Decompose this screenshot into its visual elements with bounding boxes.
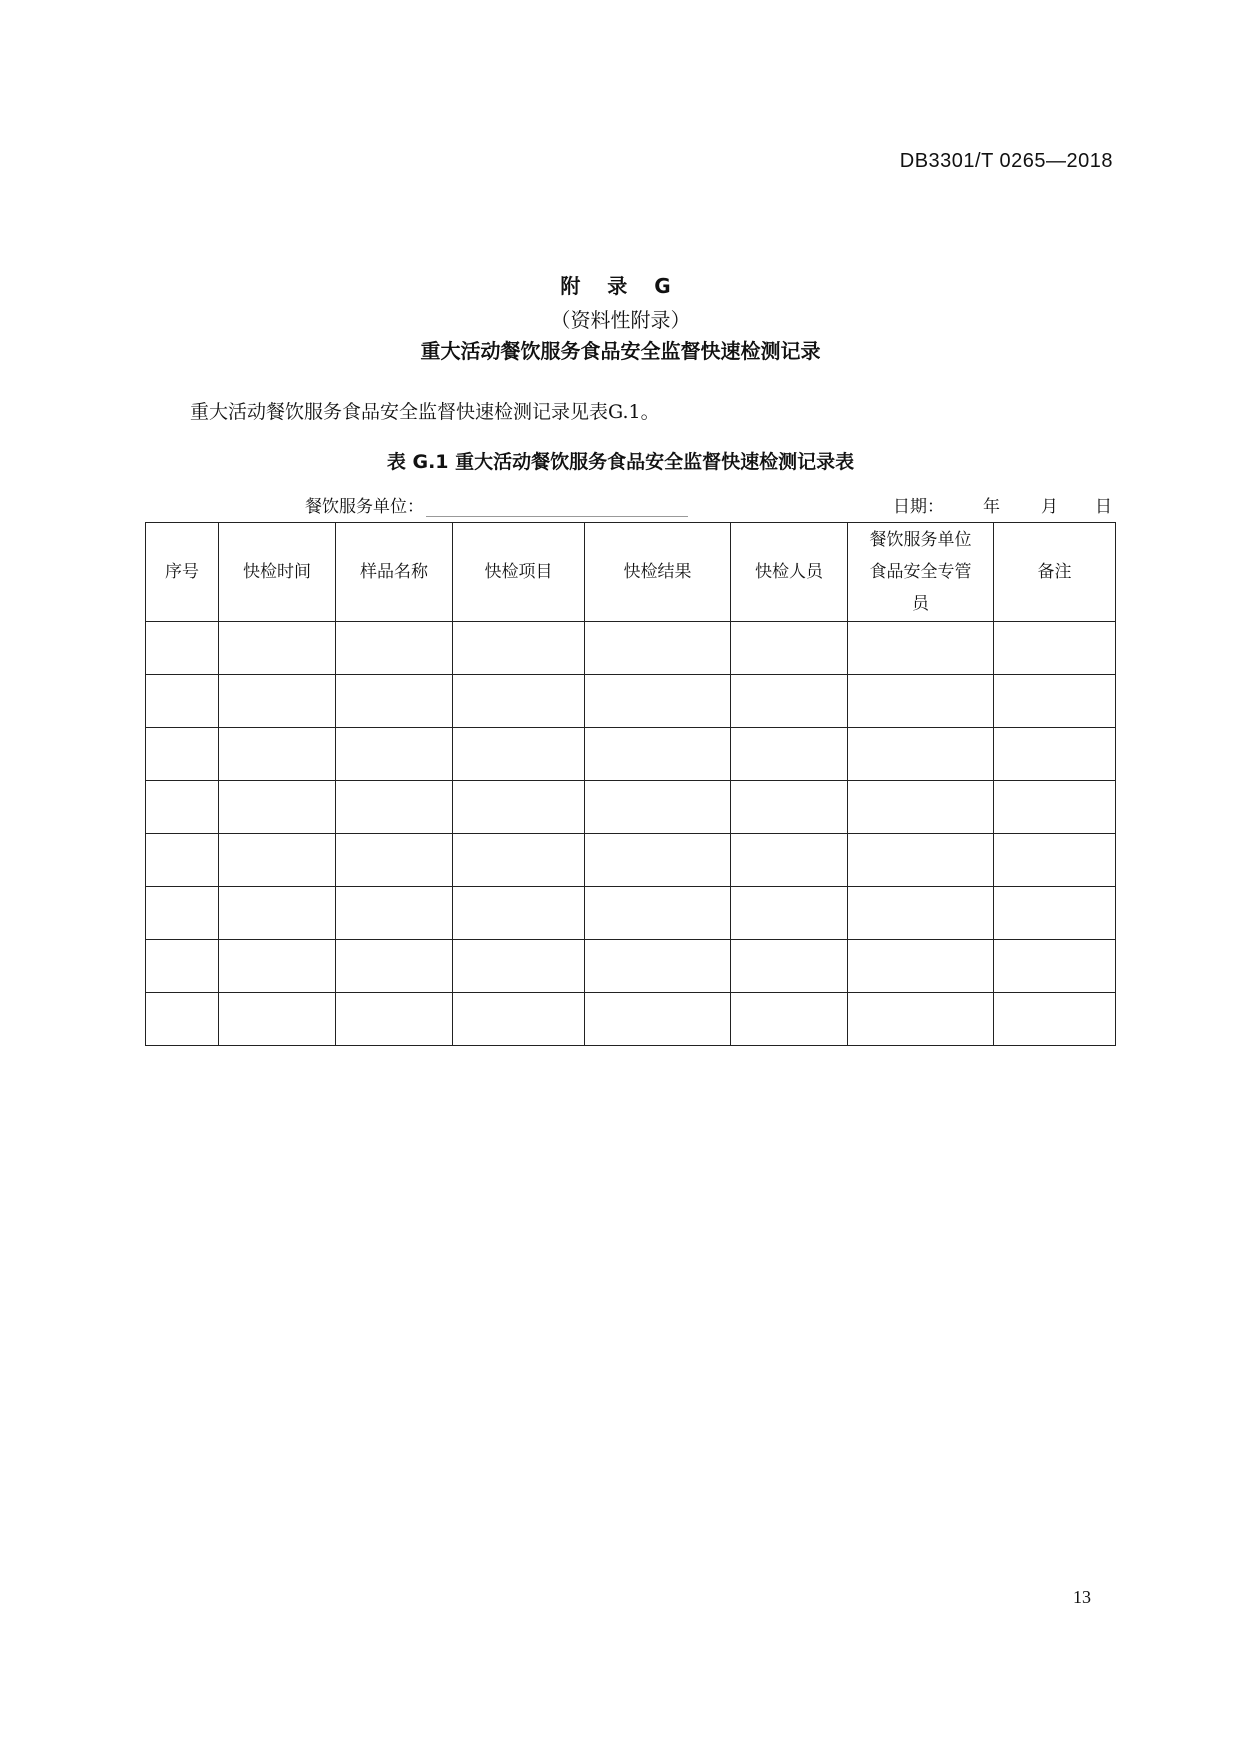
- table-cell: [585, 940, 731, 993]
- header-row: [146, 523, 1116, 622]
- table-cell: [994, 622, 1116, 675]
- table-cell: [146, 675, 219, 728]
- safety-officer-label: 餐饮服务单位食品安全专管员: [869, 530, 972, 614]
- col-header-safety-officer: [848, 523, 994, 622]
- date-label: 日期：: [893, 497, 944, 517]
- appendix-type: （资料性附录）: [550, 308, 691, 332]
- table-cell: [146, 781, 219, 834]
- appendix-title: 重大活动餐饮服务食品安全监督快速检测记录: [420, 339, 821, 363]
- table-cell: [146, 834, 219, 887]
- table-cell: [731, 834, 848, 887]
- col-header-test-result: 快检结果: [585, 523, 731, 622]
- table-cell: [848, 834, 994, 887]
- table-row: [146, 993, 1116, 1046]
- col-header-test-time: 快检时间: [219, 523, 336, 622]
- table-cell: [453, 728, 585, 781]
- table-row: [146, 887, 1116, 940]
- unit-field: [305, 492, 688, 517]
- table-cell: [848, 887, 994, 940]
- table-row: [146, 622, 1116, 675]
- month-label: 月: [1041, 497, 1058, 517]
- table-cell: [994, 675, 1116, 728]
- table-cell: [994, 781, 1116, 834]
- day-label: 日: [1095, 497, 1112, 517]
- table-cell: [731, 675, 848, 728]
- table-cell: [994, 940, 1116, 993]
- table-cell: [731, 622, 848, 675]
- table-row: [146, 728, 1116, 781]
- table-cell: [994, 887, 1116, 940]
- col-header-test-item: 快检项目: [453, 523, 585, 622]
- table-cell: [336, 834, 453, 887]
- table-cell: [994, 728, 1116, 781]
- record-table: [145, 522, 1116, 1046]
- table-cell: [731, 993, 848, 1046]
- table-cell: [146, 887, 219, 940]
- table-cell: [848, 728, 994, 781]
- table-cell: [731, 728, 848, 781]
- table-cell: [453, 675, 585, 728]
- table-cell: [336, 728, 453, 781]
- unit-blank: [426, 496, 688, 517]
- table-cell: [219, 834, 336, 887]
- table-cell: [336, 622, 453, 675]
- table-cell: [146, 993, 219, 1046]
- table-cell: [219, 940, 336, 993]
- table-cell: [453, 781, 585, 834]
- table-row: [146, 940, 1116, 993]
- table-cell: [585, 834, 731, 887]
- table-cell: [146, 728, 219, 781]
- table-cell: [453, 622, 585, 675]
- table-cell: [848, 622, 994, 675]
- record-body: [146, 622, 1116, 1046]
- table-cell: [848, 993, 994, 1046]
- table-cell: [336, 675, 453, 728]
- table-cell: [336, 940, 453, 993]
- table-cell: [994, 834, 1116, 887]
- table-cell: [219, 622, 336, 675]
- unit-label: 餐饮服务单位：: [305, 497, 424, 517]
- table-cell: [994, 993, 1116, 1046]
- table-cell: [731, 940, 848, 993]
- table-cell: [219, 728, 336, 781]
- table-cell: [146, 940, 219, 993]
- table-cell: [848, 781, 994, 834]
- page-number: 13: [1073, 1587, 1091, 1607]
- table-cell: [336, 781, 453, 834]
- table-cell: [585, 887, 731, 940]
- table-cell: [219, 993, 336, 1046]
- col-header-remarks: 备注: [994, 523, 1116, 622]
- table-cell: [453, 834, 585, 887]
- table-cell: [848, 675, 994, 728]
- standard-code: DB3301/T 0265—2018: [899, 150, 1113, 172]
- intro-paragraph: 重大活动餐饮服务食品安全监督快速检测记录见表G.1。: [190, 401, 660, 423]
- table-row: [146, 675, 1116, 728]
- year-label: 年: [983, 497, 1000, 517]
- col-header-index: 序号: [146, 523, 219, 622]
- table-cell: [731, 887, 848, 940]
- table-cell: [453, 940, 585, 993]
- col-header-sample-name: 样品名称: [336, 523, 453, 622]
- table-caption: 表 G.1 重大活动餐饮服务食品安全监督快速检测记录表: [386, 451, 855, 473]
- table-cell: [585, 622, 731, 675]
- table-row: [146, 834, 1116, 887]
- table-cell: [336, 887, 453, 940]
- table-cell: [453, 993, 585, 1046]
- table-cell: [146, 622, 219, 675]
- table-cell: [585, 728, 731, 781]
- table-cell: [219, 887, 336, 940]
- table-cell: [336, 993, 453, 1046]
- table-row: [146, 781, 1116, 834]
- table-cell: [585, 781, 731, 834]
- table-cell: [585, 675, 731, 728]
- appendix-label: 附 录 G: [560, 274, 681, 298]
- table-cell: [453, 887, 585, 940]
- table-cell: [219, 675, 336, 728]
- table-cell: [848, 940, 994, 993]
- col-header-tester: 快检人员: [731, 523, 848, 622]
- table-cell: [585, 993, 731, 1046]
- table-cell: [731, 781, 848, 834]
- table-cell: [219, 781, 336, 834]
- date-field: [893, 492, 1112, 517]
